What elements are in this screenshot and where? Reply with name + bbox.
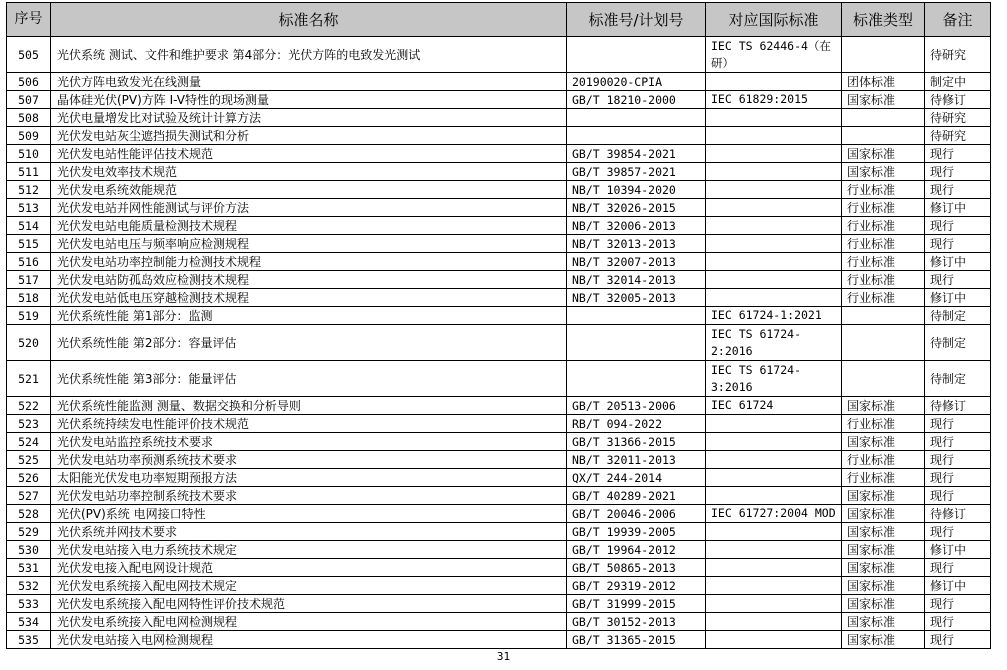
cell-standard-type: 行业标准 bbox=[842, 199, 925, 217]
cell-serial-no: 525 bbox=[7, 451, 51, 469]
cell-remarks: 待修订 bbox=[925, 91, 991, 109]
table-row bbox=[7, 541, 991, 559]
cell-international-standard bbox=[706, 487, 842, 505]
cell-standard-type: 国家标准 bbox=[842, 523, 925, 541]
cell-standard-code: GB/T 40289-2021 bbox=[567, 487, 706, 505]
cell-serial-no: 528 bbox=[7, 505, 51, 523]
cell-standard-code: RB/T 094-2022 bbox=[567, 415, 706, 433]
cell-standard-type: 国家标准 bbox=[842, 397, 925, 415]
cell-international-standard bbox=[706, 199, 842, 217]
table-row bbox=[7, 487, 991, 505]
cell-serial-no: 530 bbox=[7, 541, 51, 559]
cell-remarks: 制定中 bbox=[925, 73, 991, 91]
cell-remarks: 待研究 bbox=[925, 127, 991, 145]
cell-standard-name: 晶体硅光伏(PV)方阵 I-V特性的现场测量 bbox=[51, 91, 567, 109]
cell-remarks: 待修订 bbox=[925, 397, 991, 415]
table-row bbox=[7, 505, 991, 523]
cell-remarks: 现行 bbox=[925, 163, 991, 181]
cell-standard-type: 团体标准 bbox=[842, 73, 925, 91]
table-row bbox=[7, 325, 991, 361]
cell-international-standard bbox=[706, 253, 842, 271]
table-row bbox=[7, 631, 991, 649]
cell-standard-code: GB/T 20513-2006 bbox=[567, 397, 706, 415]
cell-standard-type: 国家标准 bbox=[842, 613, 925, 631]
cell-standard-type: 国家标准 bbox=[842, 631, 925, 649]
table-row bbox=[7, 145, 991, 163]
cell-international-standard bbox=[706, 577, 842, 595]
table-row bbox=[7, 469, 991, 487]
cell-international-standard bbox=[706, 595, 842, 613]
cell-standard-type: 国家标准 bbox=[842, 145, 925, 163]
standards-table bbox=[6, 2, 991, 649]
cell-remarks: 待研究 bbox=[925, 109, 991, 127]
header-standard-code: 标准号/计划号 bbox=[567, 3, 706, 37]
cell-standard-name: 光伏系统 测试、文件和维护要求 第4部分：光伏方阵的电致发光测试 bbox=[51, 37, 567, 73]
cell-standard-name: 光伏系统并网技术要求 bbox=[51, 523, 567, 541]
cell-remarks: 待制定 bbox=[925, 361, 991, 397]
cell-serial-no: 507 bbox=[7, 91, 51, 109]
cell-standard-name: 光伏发电站电压与频率响应检测规程 bbox=[51, 235, 567, 253]
cell-standard-name: 光伏发电站功率控制能力检测技术规程 bbox=[51, 253, 567, 271]
cell-international-standard bbox=[706, 523, 842, 541]
header-serial-no: 序号 bbox=[7, 3, 51, 37]
cell-standard-name: 光伏系统性能 第2部分：容量评估 bbox=[51, 325, 567, 361]
cell-standard-type: 行业标准 bbox=[842, 217, 925, 235]
cell-remarks: 现行 bbox=[925, 631, 991, 649]
cell-remarks: 现行 bbox=[925, 415, 991, 433]
cell-standard-code: GB/T 31365-2015 bbox=[567, 631, 706, 649]
table-row bbox=[7, 235, 991, 253]
cell-standard-type: 行业标准 bbox=[842, 289, 925, 307]
cell-standard-code: NB/T 32013-2013 bbox=[567, 235, 706, 253]
cell-serial-no: 520 bbox=[7, 325, 51, 361]
table-row bbox=[7, 271, 991, 289]
cell-standard-name: 光伏发电系统接入配电网特性评价技术规范 bbox=[51, 595, 567, 613]
cell-serial-no: 519 bbox=[7, 307, 51, 325]
cell-standard-code: GB/T 29319-2012 bbox=[567, 577, 706, 595]
cell-standard-name: 太阳能光伏发电功率短期预报方法 bbox=[51, 469, 567, 487]
cell-standard-code: GB/T 19939-2005 bbox=[567, 523, 706, 541]
table-row bbox=[7, 433, 991, 451]
cell-international-standard: IEC TS 62446-4（在研） bbox=[706, 37, 842, 73]
cell-international-standard bbox=[706, 271, 842, 289]
cell-standard-type: 行业标准 bbox=[842, 415, 925, 433]
cell-serial-no: 521 bbox=[7, 361, 51, 397]
cell-standard-type bbox=[842, 307, 925, 325]
table-row bbox=[7, 37, 991, 73]
table-row bbox=[7, 613, 991, 631]
cell-standard-type: 行业标准 bbox=[842, 181, 925, 199]
cell-international-standard bbox=[706, 451, 842, 469]
cell-standard-type bbox=[842, 127, 925, 145]
table-row bbox=[7, 523, 991, 541]
cell-remarks: 现行 bbox=[925, 595, 991, 613]
cell-serial-no: 529 bbox=[7, 523, 51, 541]
cell-standard-code: NB/T 32005-2013 bbox=[567, 289, 706, 307]
cell-remarks: 现行 bbox=[925, 451, 991, 469]
cell-standard-name: 光伏发电系统接入配电网技术规定 bbox=[51, 577, 567, 595]
cell-remarks: 修订中 bbox=[925, 253, 991, 271]
cell-standard-name: 光伏发电系统接入配电网检测规程 bbox=[51, 613, 567, 631]
table-row bbox=[7, 127, 991, 145]
cell-serial-no: 532 bbox=[7, 577, 51, 595]
cell-standard-type bbox=[842, 325, 925, 361]
cell-standard-code: NB/T 32014-2013 bbox=[567, 271, 706, 289]
cell-international-standard: IEC TS 61724-3:2016 bbox=[706, 361, 842, 397]
table-row bbox=[7, 253, 991, 271]
cell-remarks: 现行 bbox=[925, 271, 991, 289]
cell-standard-type: 国家标准 bbox=[842, 577, 925, 595]
table-row bbox=[7, 199, 991, 217]
cell-standard-type: 国家标准 bbox=[842, 559, 925, 577]
cell-serial-no: 510 bbox=[7, 145, 51, 163]
cell-standard-code: GB/T 20046-2006 bbox=[567, 505, 706, 523]
table-row bbox=[7, 217, 991, 235]
cell-remarks: 修订中 bbox=[925, 289, 991, 307]
cell-international-standard bbox=[706, 145, 842, 163]
cell-standard-type: 国家标准 bbox=[842, 505, 925, 523]
table-row bbox=[7, 91, 991, 109]
cell-international-standard bbox=[706, 127, 842, 145]
cell-remarks: 修订中 bbox=[925, 577, 991, 595]
cell-serial-no: 533 bbox=[7, 595, 51, 613]
cell-standard-code: GB/T 18210-2000 bbox=[567, 91, 706, 109]
cell-international-standard: IEC 61724 bbox=[706, 397, 842, 415]
cell-standard-type: 行业标准 bbox=[842, 451, 925, 469]
cell-standard-type bbox=[842, 37, 925, 73]
page-number: 31 bbox=[496, 650, 511, 663]
cell-standard-type: 国家标准 bbox=[842, 433, 925, 451]
cell-standard-name: 光伏发电站电能质量检测技术规程 bbox=[51, 217, 567, 235]
cell-standard-code: GB/T 39857-2021 bbox=[567, 163, 706, 181]
cell-standard-name: 光伏电量增发比对试验及统计计算方法 bbox=[51, 109, 567, 127]
cell-standard-type: 国家标准 bbox=[842, 91, 925, 109]
cell-standard-name: 光伏发电系统效能规范 bbox=[51, 181, 567, 199]
cell-standard-code: GB/T 39854-2021 bbox=[567, 145, 706, 163]
cell-remarks: 现行 bbox=[925, 181, 991, 199]
cell-standard-name: 光伏发电站监控系统技术要求 bbox=[51, 433, 567, 451]
cell-international-standard bbox=[706, 433, 842, 451]
cell-serial-no: 509 bbox=[7, 127, 51, 145]
cell-remarks: 修订中 bbox=[925, 199, 991, 217]
cell-serial-no: 512 bbox=[7, 181, 51, 199]
cell-standard-type: 国家标准 bbox=[842, 595, 925, 613]
table-body bbox=[7, 37, 991, 649]
cell-standard-name: 光伏发电站低电压穿越检测技术规程 bbox=[51, 289, 567, 307]
cell-standard-code: GB/T 19964-2012 bbox=[567, 541, 706, 559]
cell-serial-no: 534 bbox=[7, 613, 51, 631]
table-row bbox=[7, 181, 991, 199]
cell-international-standard bbox=[706, 631, 842, 649]
cell-standard-code: GB/T 30152-2013 bbox=[567, 613, 706, 631]
cell-serial-no: 505 bbox=[7, 37, 51, 73]
cell-serial-no: 531 bbox=[7, 559, 51, 577]
header-standard-name: 标准名称 bbox=[51, 3, 567, 37]
cell-standard-name: 光伏发电站功率控制系统技术要求 bbox=[51, 487, 567, 505]
cell-international-standard: IEC 61724-1:2021 bbox=[706, 307, 842, 325]
cell-international-standard bbox=[706, 109, 842, 127]
cell-remarks: 现行 bbox=[925, 469, 991, 487]
cell-serial-no: 523 bbox=[7, 415, 51, 433]
cell-standard-code bbox=[567, 37, 706, 73]
cell-remarks: 待研究 bbox=[925, 37, 991, 73]
header-remarks: 备注 bbox=[925, 3, 991, 37]
cell-remarks: 现行 bbox=[925, 613, 991, 631]
cell-standard-name: 光伏发电站功率预测系统技术要求 bbox=[51, 451, 567, 469]
table-row bbox=[7, 559, 991, 577]
cell-standard-name: 光伏发电站防孤岛效应检测技术规程 bbox=[51, 271, 567, 289]
cell-standard-name: 光伏方阵电致发光在线测量 bbox=[51, 73, 567, 91]
cell-remarks: 现行 bbox=[925, 433, 991, 451]
cell-remarks: 现行 bbox=[925, 217, 991, 235]
cell-standard-code bbox=[567, 361, 706, 397]
table-row bbox=[7, 577, 991, 595]
cell-remarks: 现行 bbox=[925, 523, 991, 541]
table-row bbox=[7, 307, 991, 325]
cell-standard-code: NB/T 10394-2020 bbox=[567, 181, 706, 199]
cell-international-standard bbox=[706, 217, 842, 235]
cell-serial-no: 515 bbox=[7, 235, 51, 253]
cell-standard-type: 行业标准 bbox=[842, 271, 925, 289]
table-row bbox=[7, 451, 991, 469]
cell-standard-code: NB/T 32026-2015 bbox=[567, 199, 706, 217]
cell-standard-type: 行业标准 bbox=[842, 235, 925, 253]
cell-serial-no: 516 bbox=[7, 253, 51, 271]
cell-standard-name: 光伏发电站并网性能测试与评价方法 bbox=[51, 199, 567, 217]
cell-international-standard bbox=[706, 415, 842, 433]
cell-serial-no: 511 bbox=[7, 163, 51, 181]
cell-international-standard bbox=[706, 181, 842, 199]
cell-standard-name: 光伏发电站灰尘遮挡损失测试和分析 bbox=[51, 127, 567, 145]
cell-standard-type: 国家标准 bbox=[842, 487, 925, 505]
table-row bbox=[7, 415, 991, 433]
cell-remarks: 现行 bbox=[925, 145, 991, 163]
cell-standard-type: 行业标准 bbox=[842, 253, 925, 271]
table-row bbox=[7, 361, 991, 397]
cell-standard-name: 光伏系统性能 第3部分：能量评估 bbox=[51, 361, 567, 397]
cell-standard-type bbox=[842, 109, 925, 127]
table-row bbox=[7, 109, 991, 127]
cell-international-standard bbox=[706, 541, 842, 559]
cell-standard-name: 光伏系统性能监测 测量、数据交换和分析导则 bbox=[51, 397, 567, 415]
cell-international-standard bbox=[706, 235, 842, 253]
cell-international-standard bbox=[706, 73, 842, 91]
cell-standard-type: 国家标准 bbox=[842, 163, 925, 181]
cell-standard-code: NB/T 32006-2013 bbox=[567, 217, 706, 235]
cell-remarks: 待制定 bbox=[925, 307, 991, 325]
cell-standard-code: GB/T 31999-2015 bbox=[567, 595, 706, 613]
cell-international-standard bbox=[706, 163, 842, 181]
cell-remarks: 现行 bbox=[925, 235, 991, 253]
cell-serial-no: 535 bbox=[7, 631, 51, 649]
cell-standard-name: 光伏系统持续发电性能评价技术规范 bbox=[51, 415, 567, 433]
cell-standard-type bbox=[842, 361, 925, 397]
cell-standard-name: 光伏发电站接入电力系统技术规定 bbox=[51, 541, 567, 559]
cell-remarks: 待修订 bbox=[925, 505, 991, 523]
cell-standard-code bbox=[567, 127, 706, 145]
cell-standard-name: 光伏发电接入配电网设计规范 bbox=[51, 559, 567, 577]
table-row bbox=[7, 289, 991, 307]
table-header-row bbox=[7, 3, 991, 37]
cell-standard-code bbox=[567, 325, 706, 361]
cell-remarks: 现行 bbox=[925, 487, 991, 505]
cell-serial-no: 506 bbox=[7, 73, 51, 91]
cell-international-standard: IEC 61727:2004 MOD bbox=[706, 505, 842, 523]
cell-standard-code: GB/T 31366-2015 bbox=[567, 433, 706, 451]
cell-remarks: 待制定 bbox=[925, 325, 991, 361]
cell-international-standard bbox=[706, 289, 842, 307]
cell-serial-no: 526 bbox=[7, 469, 51, 487]
cell-standard-code: NB/T 32011-2013 bbox=[567, 451, 706, 469]
cell-serial-no: 522 bbox=[7, 397, 51, 415]
cell-serial-no: 517 bbox=[7, 271, 51, 289]
table-row bbox=[7, 163, 991, 181]
cell-standard-code: GB/T 50865-2013 bbox=[567, 559, 706, 577]
cell-international-standard: IEC 61829:2015 bbox=[706, 91, 842, 109]
table-row bbox=[7, 73, 991, 91]
cell-serial-no: 514 bbox=[7, 217, 51, 235]
table-row bbox=[7, 397, 991, 415]
cell-international-standard bbox=[706, 559, 842, 577]
cell-standard-code bbox=[567, 109, 706, 127]
cell-international-standard: IEC TS 61724-2:2016 bbox=[706, 325, 842, 361]
header-standard-type: 标准类型 bbox=[842, 3, 925, 37]
cell-serial-no: 513 bbox=[7, 199, 51, 217]
cell-standard-code bbox=[567, 307, 706, 325]
cell-standard-type: 国家标准 bbox=[842, 541, 925, 559]
cell-international-standard bbox=[706, 613, 842, 631]
cell-standard-code: 20190020-CPIA bbox=[567, 73, 706, 91]
cell-standard-name: 光伏发电站接入电网检测规程 bbox=[51, 631, 567, 649]
header-international-standard: 对应国际标准 bbox=[706, 3, 842, 37]
cell-remarks: 修订中 bbox=[925, 541, 991, 559]
cell-remarks: 现行 bbox=[925, 559, 991, 577]
cell-standard-name: 光伏发电站性能评估技术规范 bbox=[51, 145, 567, 163]
cell-serial-no: 518 bbox=[7, 289, 51, 307]
cell-international-standard bbox=[706, 469, 842, 487]
cell-serial-no: 508 bbox=[7, 109, 51, 127]
cell-serial-no: 527 bbox=[7, 487, 51, 505]
cell-standard-name: 光伏(PV)系统 电网接口特性 bbox=[51, 505, 567, 523]
table-row bbox=[7, 595, 991, 613]
cell-standard-code: NB/T 32007-2013 bbox=[567, 253, 706, 271]
cell-standard-code: QX/T 244-2014 bbox=[567, 469, 706, 487]
cell-standard-name: 光伏发电效率技术规范 bbox=[51, 163, 567, 181]
cell-standard-type: 行业标准 bbox=[842, 469, 925, 487]
cell-serial-no: 524 bbox=[7, 433, 51, 451]
cell-standard-name: 光伏系统性能 第1部分：监测 bbox=[51, 307, 567, 325]
